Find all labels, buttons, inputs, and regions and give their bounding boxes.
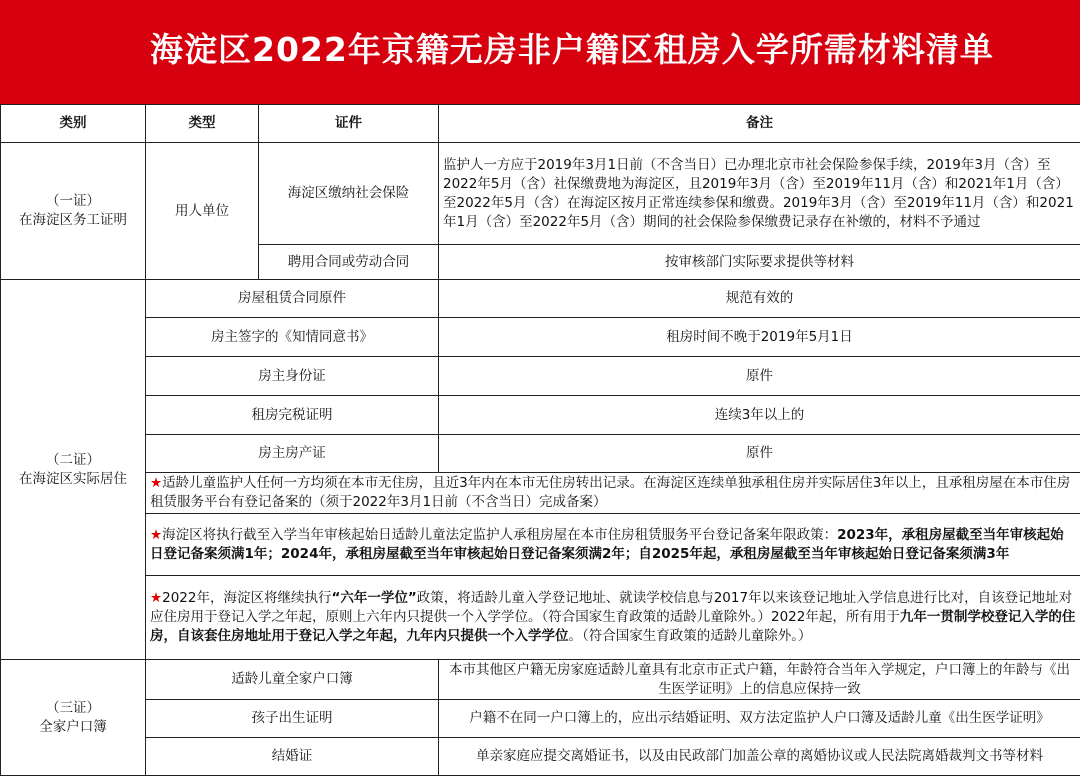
category-label: 全家户口簿 — [39, 718, 107, 735]
note-text: 海淀区将执行截至入学当年审核起始日适龄儿童法定监护人承租房屋在本市住房租赁服务平台登记备案年限政策： — [162, 526, 838, 543]
page-title: 海淀区2022年京籍无房非户籍区租房入学所需材料清单 — [150, 30, 994, 69]
remark-cell: 按审核部门实际要求提供等材料 — [439, 245, 1080, 280]
table-row — [1, 318, 1080, 357]
table-row — [1, 435, 1080, 473]
remark-cell: 监护人一方应于2019年3月1日前（不含当日）已办理北京市社会保险参保手续，2019年3月（含）至2022年5月（含）社保缴费地为海淀区，且2019年3月（含）至2019年11月（含）和2021年1月（含）至2022年5月（含）在海淀区按月正常连续参保和缴费。2019年3月（含）至2019年11月（含）和2021年1月（含）至2022年5月（含）期间的社会保险参保缴费记录存在补缴的，材料不予通过 — [439, 143, 1080, 245]
note-text: 。（符合国家生育政策的适龄儿童除外。） — [568, 628, 812, 644]
remark-cell: 连续3年以上的 — [439, 396, 1080, 435]
star-icon: ★ — [150, 526, 163, 543]
title-banner — [0, 0, 1080, 104]
table-row — [1, 738, 1080, 776]
document-cell: 结婚证 — [146, 738, 439, 776]
note-text-bold: 2023年，承租房屋截至当年审核起始日登记备案须满1年；2024年，承租房屋截至当年审核起始日登记备案须满2年；自2025年起，承租房屋截至当年审核起始日登记备案须满3年 — [150, 526, 1064, 562]
note-row — [1, 514, 1080, 576]
remark-cell: 单亲家庭应提交离婚证书，以及由民政部门加盖公章的离婚协议或人民法院离婚裁判文书等材料 — [439, 738, 1080, 776]
note-1 — [146, 473, 1080, 514]
document-cell: 孩子出生证明 — [146, 700, 439, 738]
document-cell: 聘用合同或劳动合同 — [259, 245, 439, 280]
note-text: 政策，将适龄儿童入学登记地址、就读学校信息与2017年以来该登记地址入学信息进行比对，自该登记地址对应住房用于登记入学之年起，原则上六年内只提供一个入学学位。（符合国家生育政策的适龄儿童除外。）2022年起，所有用于 — [150, 590, 1073, 625]
remark-cell: 租房时间不晚于2019年5月1日 — [439, 318, 1080, 357]
remark-cell: 规范有效的 — [439, 280, 1080, 318]
header-document: 证件 — [259, 105, 439, 143]
table-row — [1, 143, 1080, 245]
document-cell: 租房完税证明 — [146, 396, 439, 435]
category-cell — [1, 660, 146, 776]
remark-cell: 原件 — [439, 435, 1080, 473]
note-row — [1, 576, 1080, 660]
type-cell: 用人单位 — [146, 143, 259, 280]
document-cell: 房主身份证 — [146, 357, 439, 396]
materials-table — [0, 104, 1080, 776]
note-text-bold: “六年一学位” — [331, 590, 417, 606]
category-cell — [1, 280, 146, 660]
remark-cell: 户籍不在同一户口簿上的，应出示结婚证明、双方法定监护人户口簿及适龄儿童《出生医学证明》 — [439, 700, 1080, 738]
category-label: （二证） — [46, 451, 100, 468]
category-label: 在海淀区务工证明 — [19, 212, 127, 228]
category-label: 在海淀区实际居住 — [19, 470, 127, 487]
note-2 — [146, 514, 1080, 576]
star-icon: ★ — [150, 590, 163, 606]
note-row — [1, 473, 1080, 514]
header-remarks: 备注 — [439, 105, 1080, 143]
category-cell — [1, 143, 146, 280]
category-label: （一证） — [46, 193, 100, 209]
table-header-row — [1, 105, 1080, 143]
table-row — [1, 357, 1080, 396]
document-cell: 房主房产证 — [146, 435, 439, 473]
remark-cell: 本市其他区户籍无房家庭适龄儿童具有北京市正式户籍，年龄符合当年入学规定，户口簿上的年龄与《出生医学证明》上的信息应保持一致 — [439, 660, 1080, 700]
table-row — [1, 280, 1080, 318]
table-row — [1, 700, 1080, 738]
table-row — [1, 660, 1080, 700]
table-row — [1, 396, 1080, 435]
note-text-bold: 九年一贯制学校登记入学的住房，自该套住房地址用于登记入学之年起，九年内只提供一个入学学位 — [150, 609, 1076, 644]
category-label: （三证） — [46, 699, 100, 716]
note-text: 适龄儿童监护人任何一方均须在本市无住房，且近3年内在本市无住房转出记录。在海淀区连续单独承租住房并实际居住3年以上，且承租房屋在本市住房租赁服务平台有登记备案的（须于2022年3月1日前（不含当日）完成备案） — [150, 475, 1071, 510]
remark-cell: 原件 — [439, 357, 1080, 396]
note-text: 2022年，海淀区将继续执行 — [162, 590, 332, 606]
document-cell: 适龄儿童全家户口簿 — [146, 660, 439, 700]
header-type: 类型 — [146, 105, 259, 143]
header-category: 类别 — [1, 105, 146, 143]
document-cell: 房主签字的《知情同意书》 — [146, 318, 439, 357]
star-icon: ★ — [150, 475, 163, 491]
document-cell: 房屋租赁合同原件 — [146, 280, 439, 318]
document-cell: 海淀区缴纳社会保险 — [259, 143, 439, 245]
note-3 — [146, 576, 1080, 660]
